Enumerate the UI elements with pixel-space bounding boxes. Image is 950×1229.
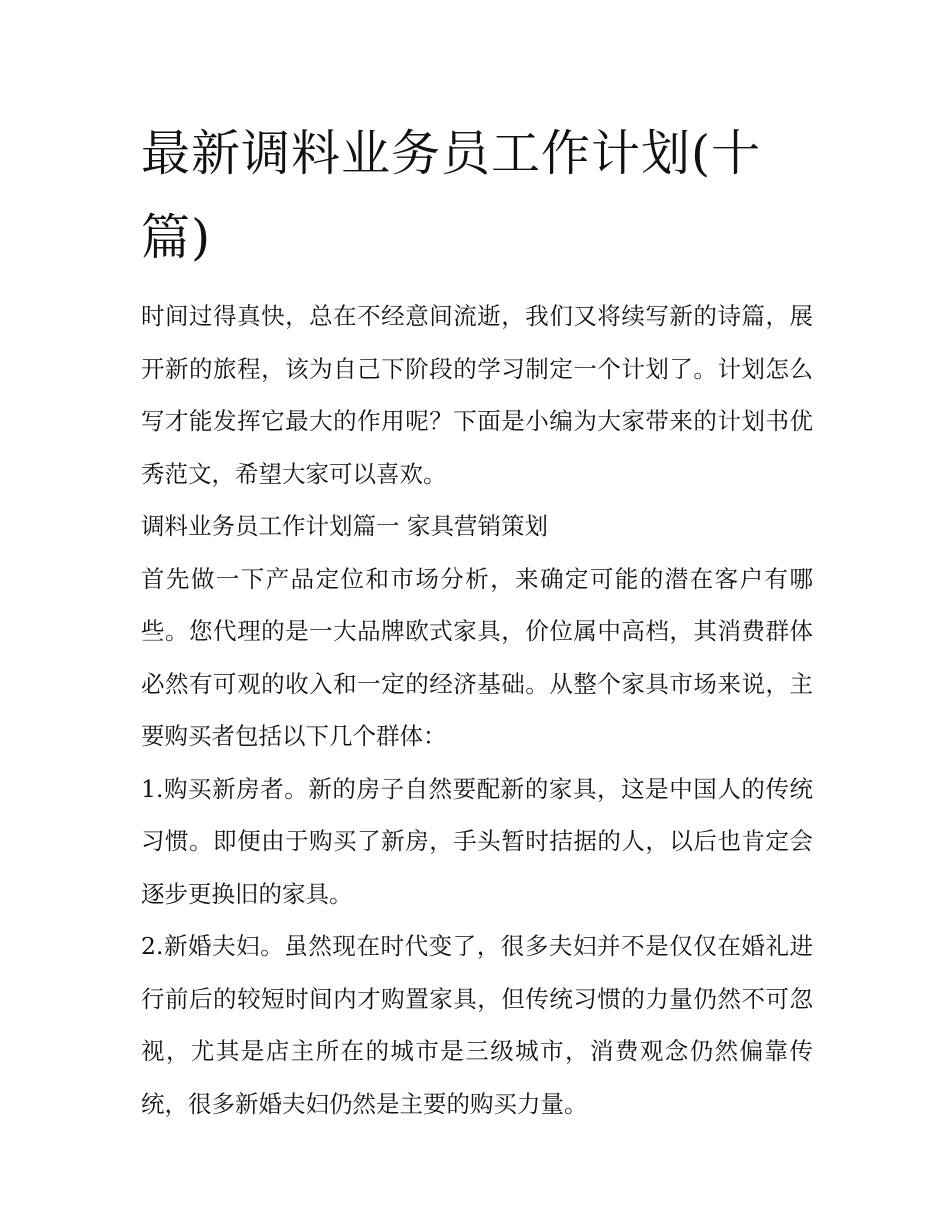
section-heading: 调料业务员工作计划篇一 家具营销策划 <box>141 512 548 540</box>
intro-paragraph: 时间过得真快，总在不经意间流逝，我们又将续写新的诗篇，展开新的旅程，该为自己下阶段的学习制定一个计划了。计划怎么写才能发挥它最大的作用呢？下面是小编为大家带来的计划书优秀范文，希望大家可以喜欢。 <box>141 302 813 488</box>
list-item-1: 1.购买新房者。新的房子自然要配新的家具，这是中国人的传统习惯。即便由于购买了新房，手头暂时拮据的人，以后也肯定会逐步更换旧的家具。 <box>141 774 813 908</box>
document-title: 最新调料业务员工作计划(十篇) <box>141 125 762 266</box>
document-page <box>141 112 813 1130</box>
list-item-2: 2.新婚夫妇。虽然现在时代变了，很多夫妇并不是仅仅在婚礼进行前后的较短时间内才购置家具，但传统习惯的力量仍然不可忽视，尤其是店主所在的城市是三级城市，消费观念仍然偏靠传统，很多新婚夫妇仍然是主要的购买力量。 <box>141 932 813 1118</box>
body-paragraph: 首先做一下产品定位和市场分析，来确定可能的潜在客户有哪些。您代理的是一大品牌欧式家具，价位属中高档，其消费群体必然有可观的收入和一定的经济基础。从整个家具市场来说，主要购买者包括以下几个群体： <box>141 564 813 750</box>
